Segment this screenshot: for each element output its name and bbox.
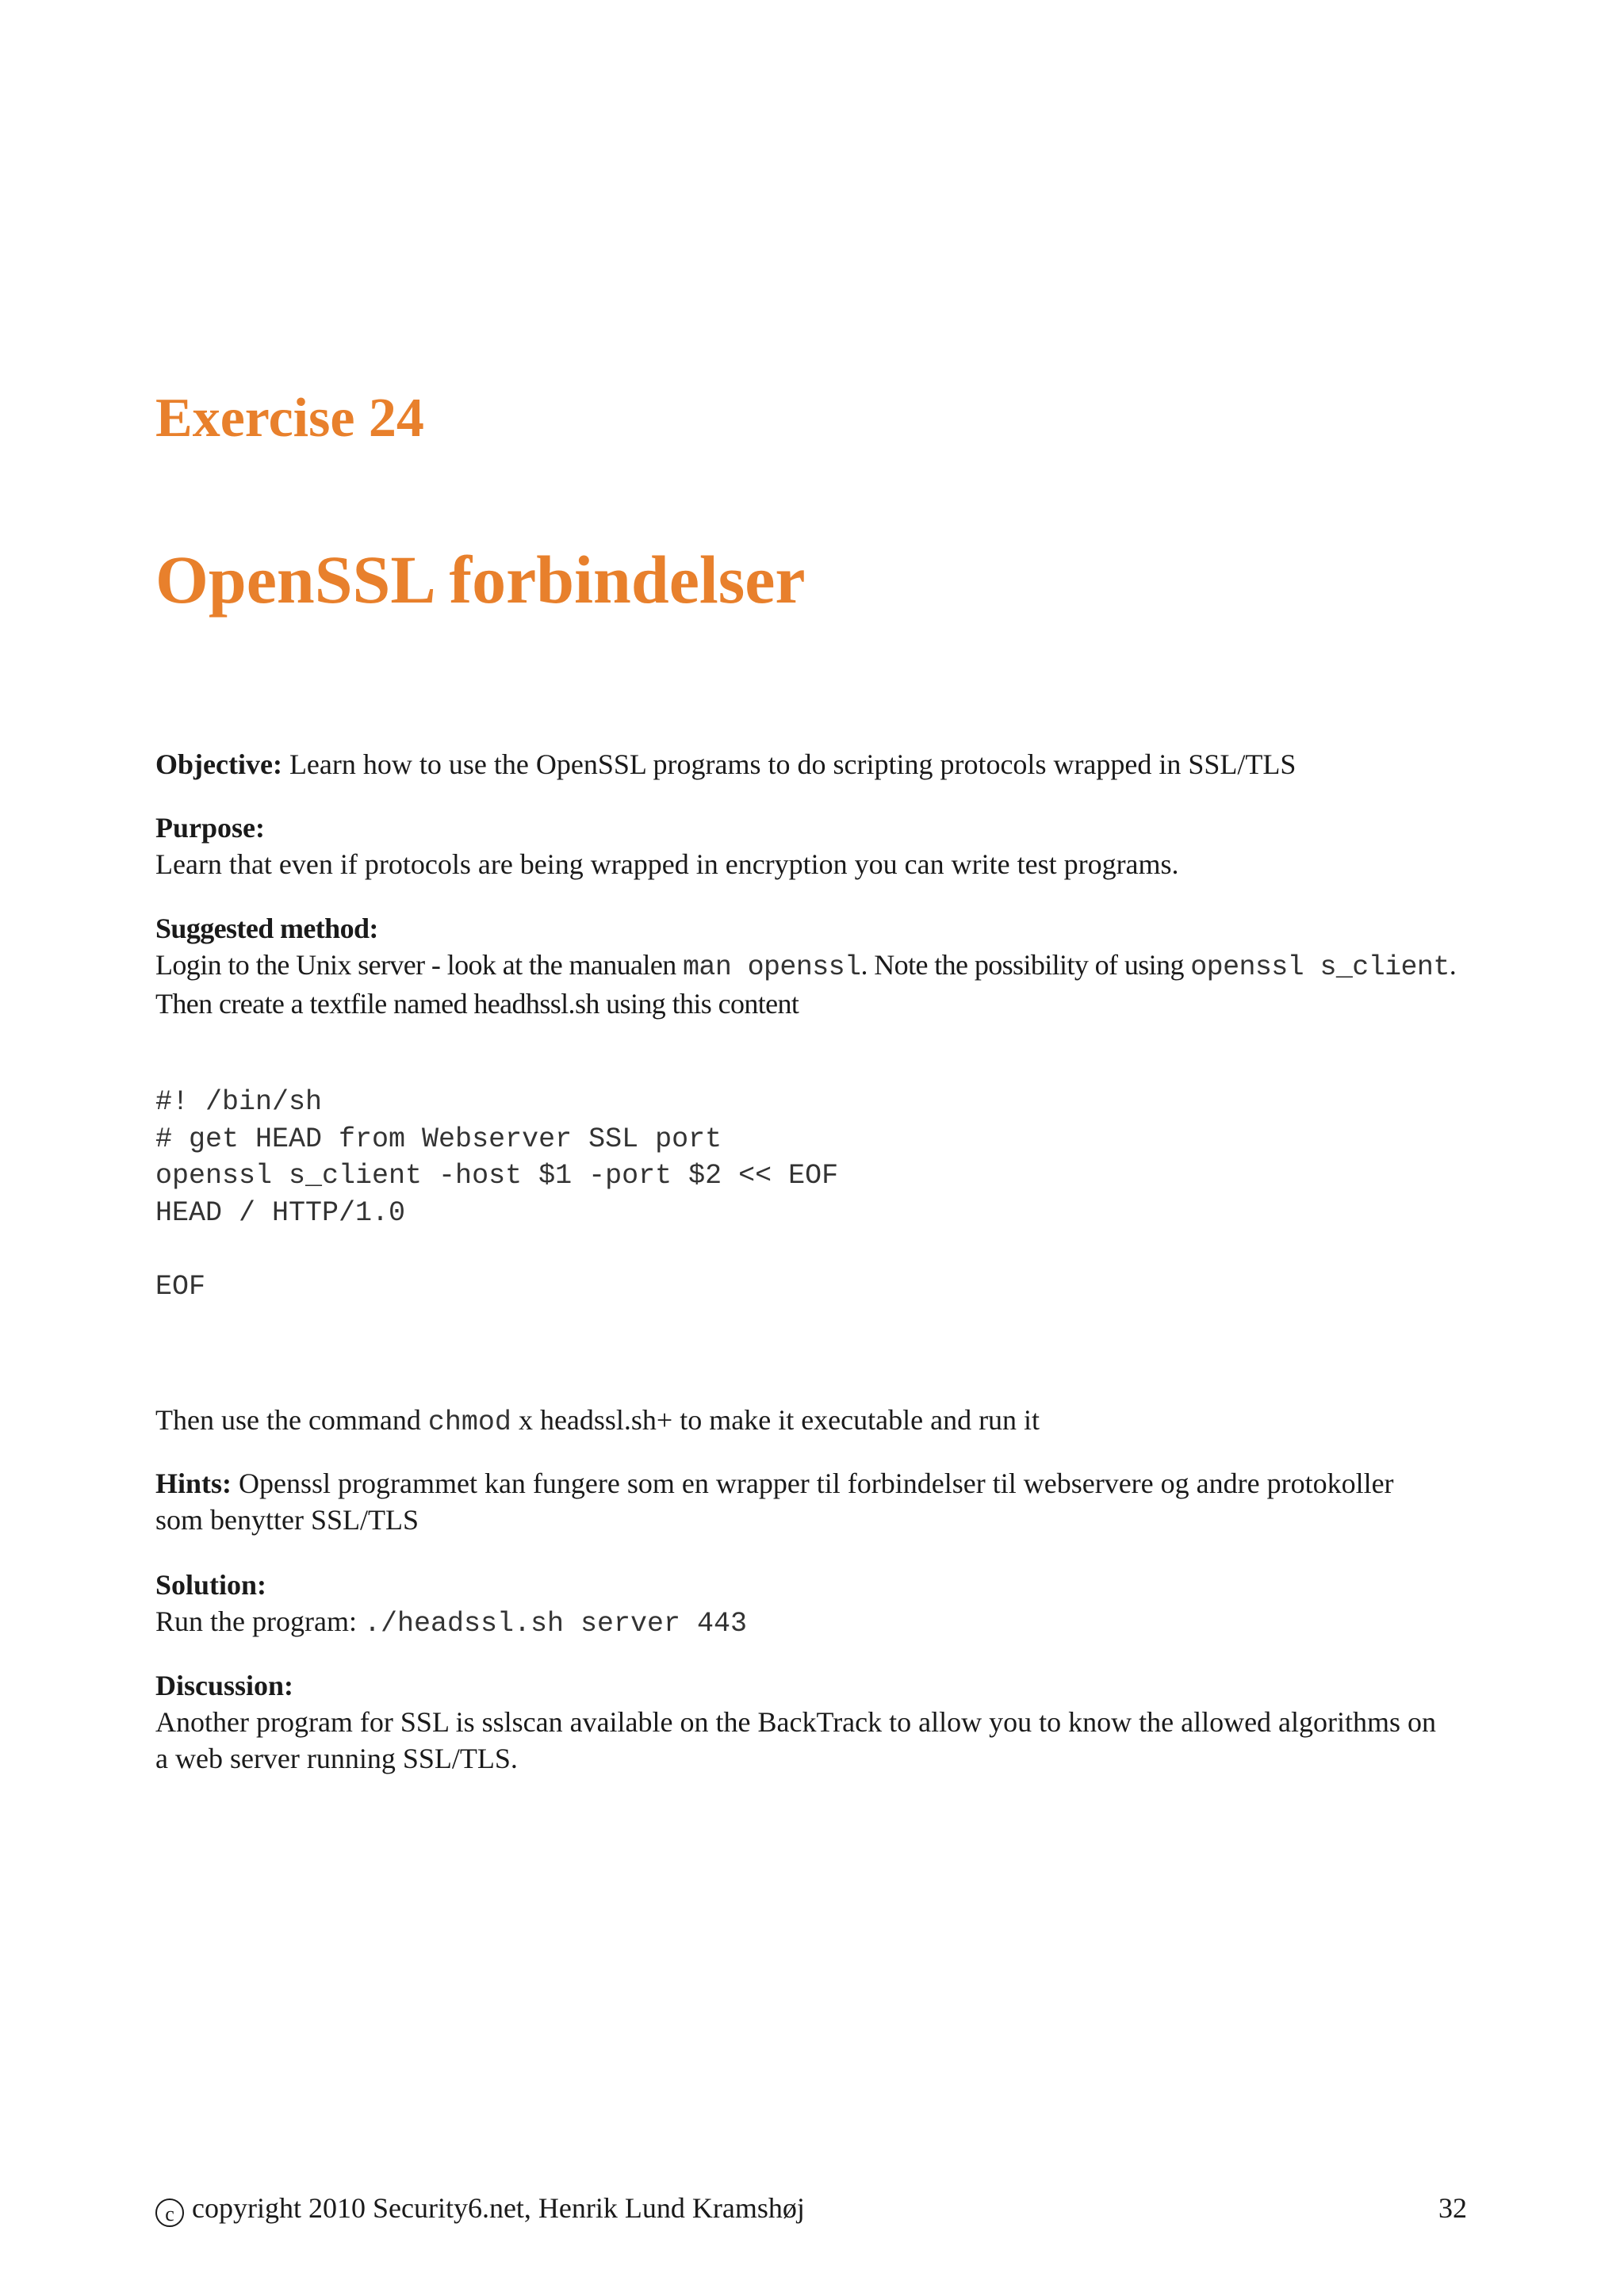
method-text-a: Login to the Unix server - look at the manualen [155, 949, 684, 981]
objective-label: Objective: [155, 748, 282, 780]
purpose-text: Learn that even if protocols are being wrapped in encryption you can write test programs. [155, 848, 1179, 880]
solution-label: Solution: [155, 1569, 267, 1601]
objective-text: Learn how to use the OpenSSL programs to do scripting protocols wrapped in SSL/TLS [289, 748, 1297, 780]
chmod-code: chmod [427, 1406, 511, 1438]
solution-section [155, 1567, 1488, 1642]
copyright-icon: c [155, 2198, 184, 2227]
method-label: Suggested method: [155, 913, 378, 944]
solution-code: ./headssl.sh server 443 [363, 1608, 748, 1640]
purpose-section [155, 809, 1488, 882]
solution-text: Run the program: [155, 1605, 364, 1637]
footer-copyright [155, 2190, 805, 2227]
hints-text-line-2: som benytter SSL/TLS [155, 1504, 419, 1536]
hints-text-line-1: Openssl programmet kan fungere som en wrapper til forbindelser til webservere og andre protokoller [239, 1468, 1394, 1499]
method-text-b: . Note the possibility of using [860, 949, 1191, 981]
method-section [155, 910, 1488, 1022]
openssl-s-client-code: openssl s_client [1190, 951, 1450, 983]
objective-section [155, 746, 1488, 783]
method-line-1 [155, 947, 1488, 985]
exercise-title: OpenSSL forbindelser [155, 541, 806, 618]
discussion-text-line-1: Another program for SSL is sslscan available on the BackTrack to allow you to know the allowed algorithms on [155, 1706, 1437, 1738]
hints-label: Hints: [155, 1468, 232, 1499]
chmod-text-a: Then use the command [155, 1404, 428, 1436]
exercise-number: Exercise 24 [155, 388, 424, 449]
page-number: 32 [1438, 2192, 1467, 2224]
method-line-2: Then create a textfile named headhssl.sh using this content [155, 988, 799, 1020]
chmod-text-b: x headssl.sh+ to make it executable and run it [511, 1404, 1040, 1436]
hints-section [155, 1465, 1488, 1538]
method-text-c: . [1449, 949, 1457, 981]
discussion-text-line-2: a web server running SSL/TLS. [155, 1743, 518, 1774]
purpose-label: Purpose: [155, 812, 265, 844]
discussion-label: Discussion: [155, 1670, 294, 1701]
chmod-instruction [155, 1402, 1488, 1441]
man-openssl-code: man openssl [683, 951, 861, 983]
shell-script-code-block: #! /bin/sh # get HEAD from Webserver SSL port openssl s_client -host $1 -port $2 << EOF HEAD / HTTP/1.0 EOF [155, 1086, 839, 1303]
discussion-section [155, 1667, 1488, 1777]
copyright-text: copyright 2010 Security6.net, Henrik Lund Kramshøj [192, 2192, 805, 2224]
